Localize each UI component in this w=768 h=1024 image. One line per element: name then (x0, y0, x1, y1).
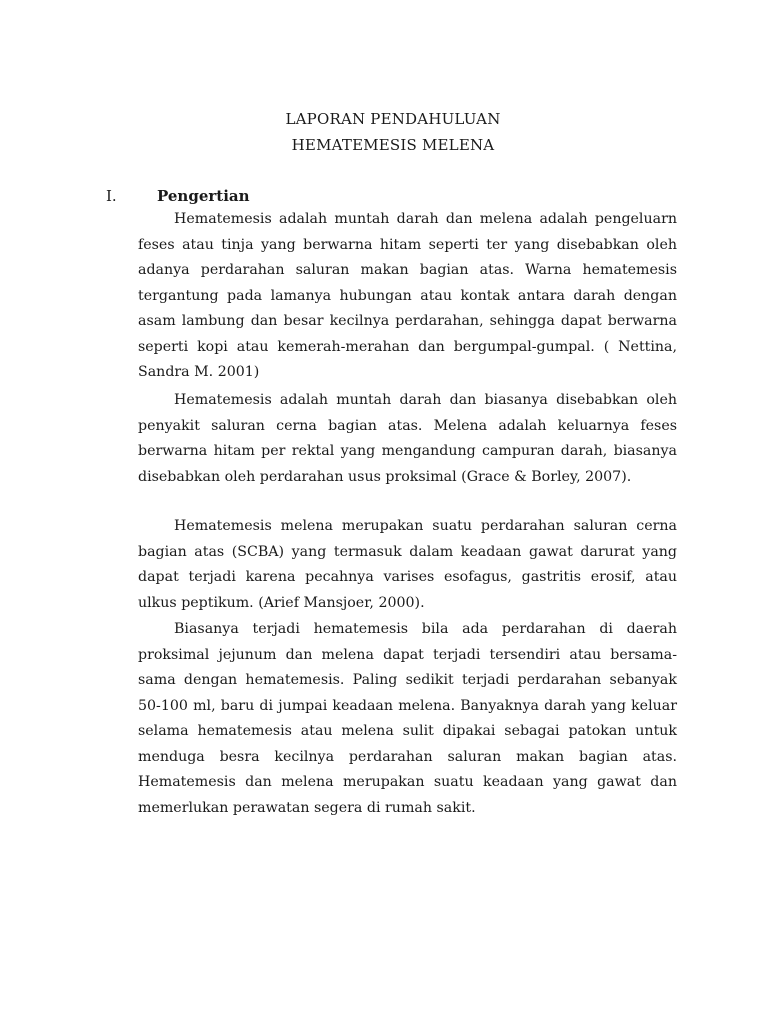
section-heading: Pengertian (157, 187, 250, 205)
section-number: I. (106, 187, 117, 205)
document-title-line-1: LAPORAN PENDAHULUAN (285, 110, 501, 128)
paragraph-4: Biasanya terjadi hematemesis bila ada perdarahan di daerah proksimal jejunum dan melena dapat terjadi tersendiri atau bersama-sama dengan hematemesis. Paling sedikit terjadi perdarahan sebanyak 50-100 ml, baru di jumpai keadaan melena. Banyaknya darah yang keluar selama hematemesis atau melena sulit dipakai sebagai patokan untuk menduga besra kecilnya perdarahan saluran makan bagian atas. Hematemesis dan melena merupakan suatu keadaan yang gawat dan memerlukan perawatan segera di rumah sakit. (138, 621, 677, 816)
document-title-line-2: HEMATEMESIS MELENA (291, 136, 495, 154)
paragraph-2: Hematemesis adalah muntah darah dan biasanya disebabkan oleh penyakit saluran cerna bagian atas. Melena adalah keluarnya feses berwarna hitam per rektal yang mengandung campuran darah, biasanya disebabkan oleh perdarahan usus proksimal (Grace & Borley, 2007). (138, 392, 677, 485)
paragraph-1: Hematemesis adalah muntah darah dan melena adalah pengeluarn feses atau tinja yang berwarna hitam seperti ter yang disebabkan oleh adanya perdarahan saluran makan bagian atas. Warna hematemesis tergantung pada lamanya hubungan atau kontak antara darah dengan asam lambung dan besar kecilnya perdarahan, sehingga dapat berwarna seperti kopi atau kemerah-merahan dan bergumpal-gumpal. ( Nettina, Sandra M. 2001) (138, 211, 677, 380)
paragraph-3: Hematemesis melena merupakan suatu perdarahan saluran cerna bagian atas (SCBA) yang termasuk dalam keadaan gawat darurat yang dapat terjadi karena pecahnya varises esofagus, gastritis erosif, atau ulkus peptikum. (Arief Mansjoer, 2000). (138, 518, 677, 611)
